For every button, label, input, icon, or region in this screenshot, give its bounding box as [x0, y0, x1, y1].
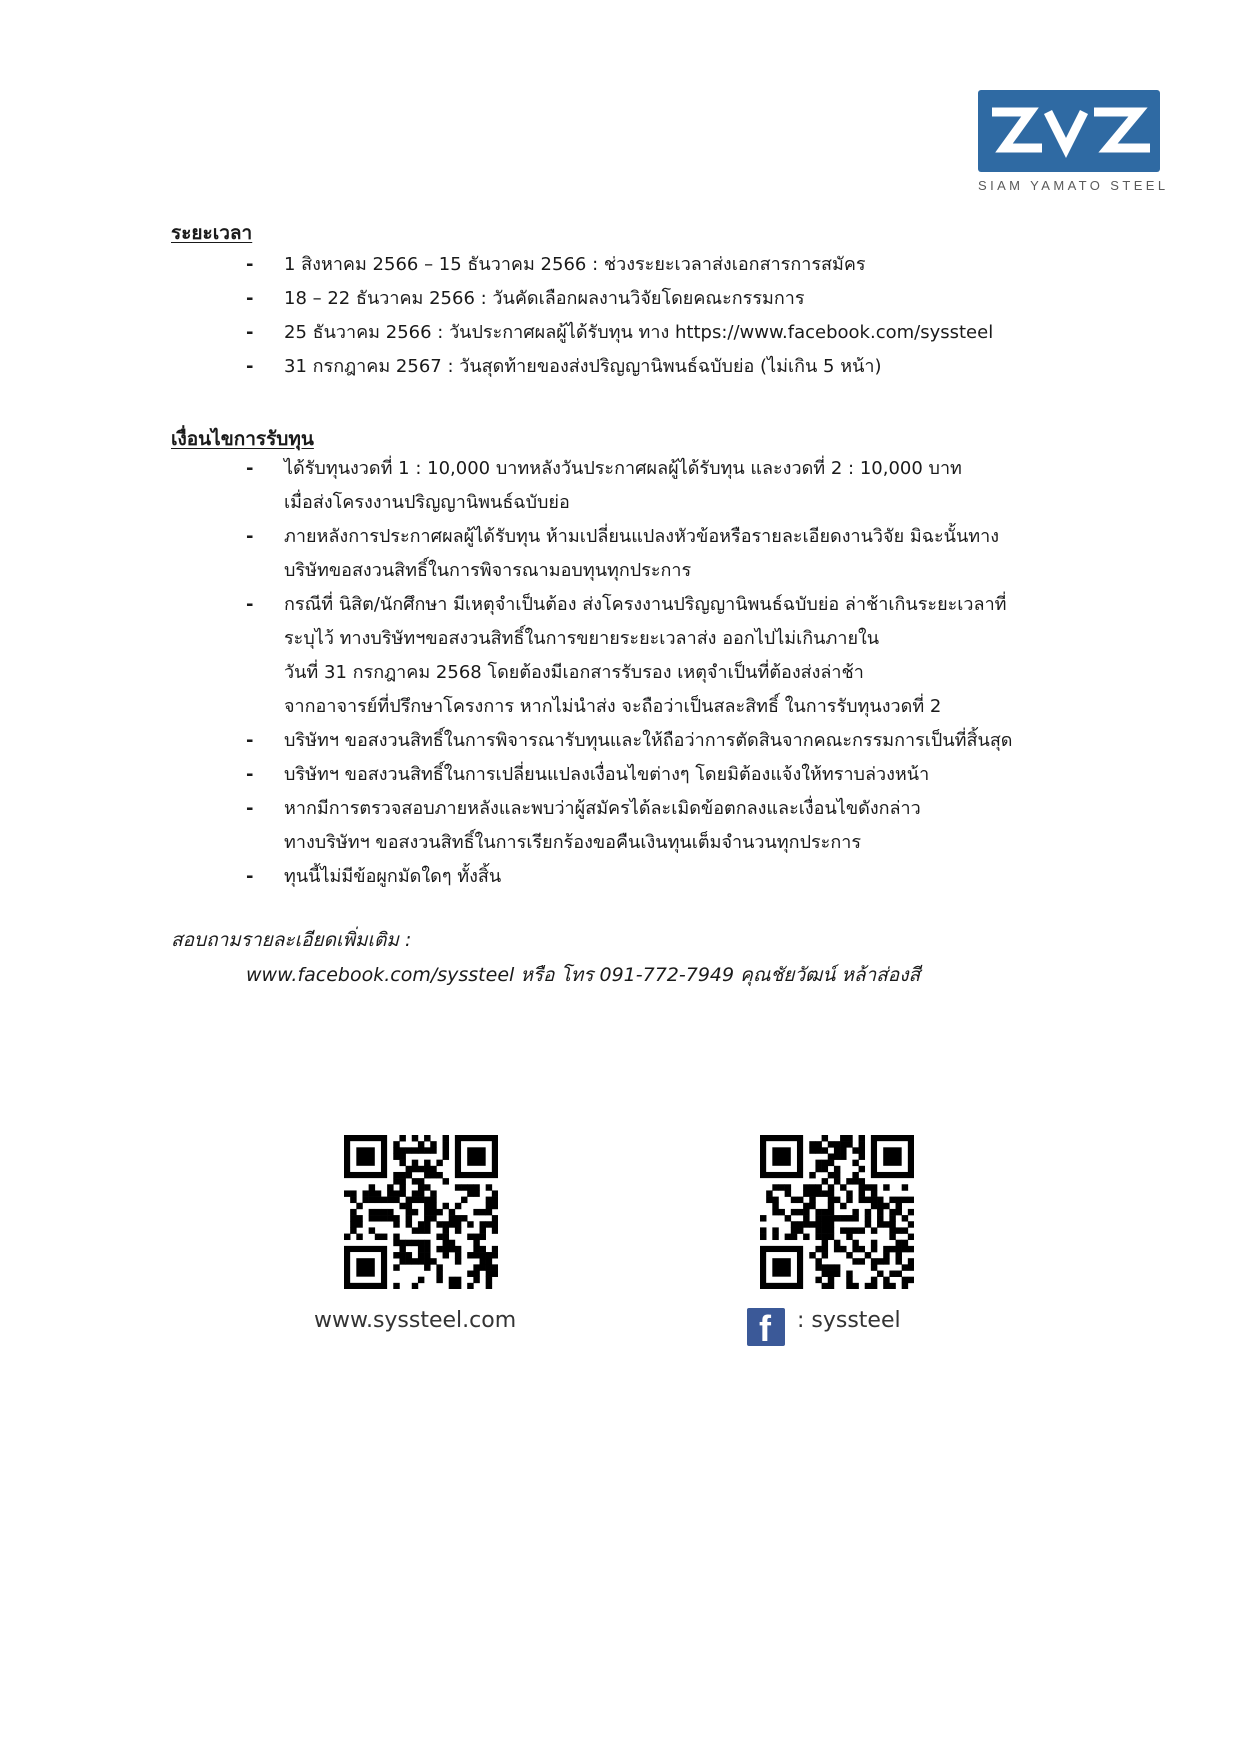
condition-line: วันที่ 31 กรกฎาคม 2568 โดยต้องมีเอกสารรับรอง เหตุจำเป็นที่ต้องส่งล่าช้า — [284, 662, 864, 683]
condition-item — [246, 452, 1106, 520]
website-qr-code-icon — [344, 1135, 498, 1289]
contact-label: สอบถามรายละเอียดเพิ่มเติม : — [171, 929, 412, 951]
timeline-item: - 31 กรกฎาคม 2567 : วันสุดท้ายของส่งปริญญานิพนธ์ฉบับย่อ (ไม่เกิน 5 หน้า) — [246, 350, 1106, 384]
condition-line: ได้รับทุนงวดที่ 1 : 10,000 บาทหลังวันประกาศผลผู้ได้รับทุน และงวดที่ 2 : 10,000 บาท — [284, 458, 962, 479]
facebook-icon: f — [747, 1308, 785, 1346]
conditions-list — [246, 452, 1106, 894]
condition-line: กรณีที่ นิสิต/นักศึกษา มีเหตุจำเป็นต้อง ส่งโครงงานปริญญานิพนธ์ฉบับย่อ ล่าช้าเกินระยะเวลาที่ — [284, 594, 1007, 615]
condition-line: ทุนนี้ไม่มีข้อผูกมัดใดๆ ทั้งสิ้น — [284, 866, 502, 887]
condition-line: จากอาจารย์ที่ปรึกษาโครงการ หากไม่นำส่ง จะถือว่าเป็นสละสิทธิ์ ในการรับทุนงวดที่ 2 — [284, 696, 942, 717]
sys-logo-icon — [978, 90, 1160, 172]
condition-line: บริษัทขอสงวนสิทธิ์ในการพิจารณามอบทุนทุกประการ — [284, 560, 692, 581]
condition-line: ทางบริษัทฯ ขอสงวนสิทธิ์ในการเรียกร้องขอคืนเงินทุนเต็มจำนวนทุกประการ — [284, 832, 862, 853]
condition-line: หากมีการตรวจสอบภายหลังและพบว่าผู้สมัครได้ละเมิดข้อตกลงและเงื่อนไขดังกล่าว — [284, 798, 921, 819]
condition-item — [246, 724, 1106, 758]
condition-item — [246, 792, 1106, 860]
timeline-item: - 1 สิงหาคม 2566 – 15 ธันวาคม 2566 : ช่วงระยะเวลาส่งเอกสารการสมัคร — [246, 248, 1106, 282]
condition-item — [246, 520, 1106, 588]
condition-line: ระบุไว้ ทางบริษัทฯขอสงวนสิทธิ์ในการขยายระยะเวลาส่ง ออกไปไม่เกินภายใน — [284, 628, 880, 649]
logo-tagline: SIAM YAMATO STEEL — [978, 178, 1169, 193]
timeline-item: - 25 ธันวาคม 2566 : วันประกาศผลผู้ได้รับทุน ทาง https://www.facebook.com/syssteel — [246, 316, 1106, 350]
timeline-list — [246, 248, 1106, 384]
company-logo — [978, 90, 1192, 193]
timeline-item: - 18 – 22 ธันวาคม 2566 : วันคัดเลือกผลงานวิจัยโดยคณะกรรมการ — [246, 282, 1106, 316]
condition-item — [246, 860, 1106, 894]
website-caption: www.syssteel.com — [314, 1308, 517, 1333]
condition-line: เมื่อส่งโครงงานปริญญานิพนธ์ฉบับย่อ — [284, 492, 570, 513]
contact-line: www.facebook.com/syssteel หรือ โทร 091-772-7949 คุณชัยวัฒน์ หล้าส่องสี — [246, 964, 921, 986]
condition-line: ภายหลังการประกาศผลผู้ได้รับทุน ห้ามเปลี่ยนแปลงหัวข้อหรือรายละเอียดงานวิจัย มิฉะนั้นทาง — [284, 526, 1000, 547]
condition-line: บริษัทฯ ขอสงวนสิทธิ์ในการพิจารณารับทุนและให้ถือว่าการตัดสินจากคณะกรรมการเป็นที่สิ้นสุด — [284, 730, 1013, 751]
facebook-caption: : syssteel — [797, 1308, 901, 1333]
condition-item — [246, 758, 1106, 792]
condition-line: บริษัทฯ ขอสงวนสิทธิ์ในการเปลี่ยนแปลงเงื่อนไขต่างๆ โดยมิต้องแจ้งให้ทราบล่วงหน้า — [284, 764, 930, 785]
timeline-title: ระยะเวลา — [171, 222, 253, 244]
condition-item — [246, 588, 1106, 724]
facebook-qr-code-icon — [760, 1135, 914, 1289]
conditions-title: เงื่อนไขการรับทุน — [171, 428, 314, 450]
